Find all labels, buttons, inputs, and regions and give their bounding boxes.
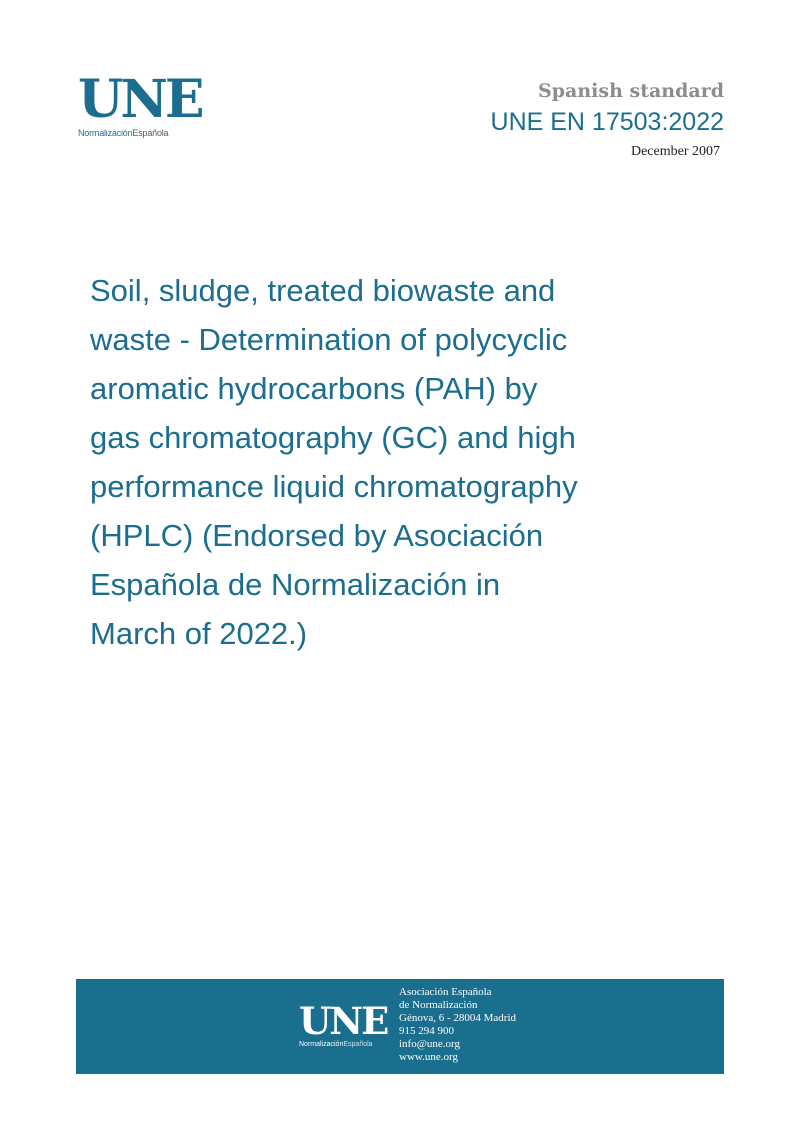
standard-header: [491, 78, 724, 162]
standard-label: Spanish standard: [538, 80, 724, 102]
footer-address: Génova, 6 - 28004 Madrid: [399, 1012, 517, 1024]
footer-une-logo: [299, 999, 389, 1048]
title-line: Española de Normalización in: [90, 567, 501, 602]
title-line: (HPLC) (Endorsed by Asociación: [90, 518, 544, 553]
une-logo: [78, 69, 208, 138]
title-line: aromatic hydrocarbons (PAH) by: [90, 371, 538, 406]
standard-date: December 2007: [630, 144, 720, 159]
footer-email[interactable]: info@une.org: [399, 1038, 460, 1050]
logo-sub-secondary: Española: [132, 128, 169, 138]
footer-logo-sub-primary: Normalización: [299, 1041, 344, 1048]
title-line: waste - Determination of polycyclic: [90, 322, 568, 357]
footer-phone: 915 294 900: [399, 1025, 454, 1037]
footer-banner: [76, 979, 724, 1074]
document-title: [90, 266, 650, 658]
footer-logo-mark: UNE: [299, 999, 388, 1043]
footer-logo-sub-secondary: Española: [343, 1041, 373, 1048]
footer-contact: [399, 986, 516, 1064]
footer-website[interactable]: www.une.org: [399, 1051, 458, 1063]
footer-org-name: Asociación Española: [399, 986, 492, 998]
title-line: March of 2022.): [90, 616, 308, 651]
standard-code: UNE EN 17503:2022: [490, 108, 724, 136]
une-logo-mark: UNE: [78, 69, 202, 130]
logo-sub-primary: Normalización: [78, 128, 133, 138]
title-line: gas chromatography (GC) and high: [90, 420, 576, 455]
title-line: performance liquid chromatography: [90, 469, 578, 504]
title-line: Soil, sludge, treated biowaste and: [90, 273, 556, 308]
footer-org-name-2: de Normalización: [399, 999, 478, 1011]
